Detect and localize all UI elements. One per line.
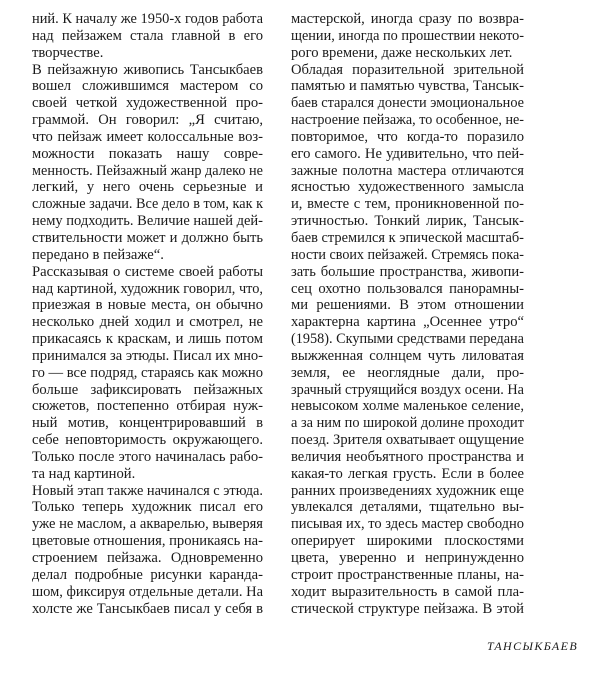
text-line: шом, фиксируя отдельные детали. На — [32, 583, 263, 600]
text-line: ности своих пейзажей. Стремясь пока- — [291, 246, 524, 263]
text-line: зажные полотна мастера отличаются — [291, 162, 524, 179]
text-line: мастерской, иногда сразу по возвра- — [291, 11, 524, 27]
text-line: уже не маслом, а акварелью, выверяя — [32, 516, 264, 533]
text-line: что пейзаж имеет колоссальные воз- — [32, 128, 263, 145]
text-line: несколько дней ходил и смотрел, не — [32, 314, 263, 331]
text-line: сюжетов, постепенно отбирая нуж- — [32, 398, 263, 415]
text-line: приезжая в новые места, он обычно — [32, 297, 263, 314]
text-line: настроение пейзажа, то особенное, не- — [291, 112, 525, 129]
left-text-column — [32, 11, 263, 617]
text-line: величия необъятного пространства и — [291, 448, 524, 465]
text-line: нему подходить. Величие нашей дей- — [32, 213, 264, 230]
text-line: творчестве. — [32, 44, 104, 61]
text-line: В пейзажную живопись Тансыкбаев — [32, 61, 263, 78]
text-line: холсте же Тансыкбаев писал у себя в — [32, 600, 263, 617]
text-line: себе неповторимость окружающего. — [32, 432, 263, 449]
text-line: Обладая поразительной зрительной — [291, 61, 524, 78]
text-line: ми решениями. В этом отношении — [291, 297, 524, 314]
text-line: строит пространственные планы, на- — [291, 566, 524, 583]
text-line: повторимое, что когда-то поразило — [291, 128, 524, 145]
text-line: над картиной, художник говорил, что, — [32, 280, 263, 297]
text-line: земля, ее неоглядные дали, про- — [291, 364, 524, 381]
text-line: выжженная солнцем чуть лиловатая — [291, 347, 524, 364]
text-line: а за ним по широкой долине проходит — [291, 415, 524, 432]
text-line: этичностью. Тонкий лирик, Тансык- — [291, 213, 524, 230]
text-line: ний. К началу же 1950-х годов работа — [32, 11, 264, 27]
text-line: своей четкой художественной про- — [32, 95, 263, 112]
text-line: вошел сложившимся мастером со — [32, 78, 263, 95]
text-line: сец охотно пользовался панорамны- — [291, 280, 524, 297]
text-line: больше зафиксировать пейзажных — [32, 381, 263, 398]
text-line: ходит выразительность в самой пла- — [291, 583, 524, 600]
text-line: поезд. Зрителя охватывает ощущение — [291, 432, 524, 449]
text-line: над пейзажем стала главной в его — [32, 27, 263, 44]
text-line: Только после этого начиналась рабо- — [32, 448, 263, 465]
text-line: памятью и памятью чувства, Тансык- — [291, 78, 524, 95]
text-line: Рассказывая о системе своей работы — [32, 263, 263, 280]
running-footer: ТАНСЫКБАЕВ — [487, 639, 579, 653]
text-line: сложные задачи. Все дело в том, как к — [32, 196, 263, 213]
text-line: ный мотив, концентрировавший в — [32, 415, 263, 432]
text-line: строением пейзажа. Одновременно — [32, 550, 263, 566]
text-line: баев старался донести эмоциональное — [291, 95, 524, 112]
text-line: зать большие пространства, живопи- — [291, 263, 524, 280]
text-line: баев стремился к эпической масштаб- — [291, 229, 524, 246]
text-line: его самого. Не удивительно, что пей- — [291, 145, 524, 162]
text-line: менность. Пейзажный жанр далеко не — [32, 162, 263, 179]
text-line: Новый этап также начинался с этюда. — [32, 482, 263, 499]
text-line: легкий, у него очень серьезные и — [32, 179, 263, 196]
text-line: щении, иногда по прошествии некото- — [291, 27, 525, 44]
text-line: граммой. Он говорил: „Я считаю, — [32, 112, 263, 129]
text-line: делал подробные рисунки каранда- — [32, 566, 263, 583]
text-line: принимался за этюды. Писал их мно- — [32, 347, 264, 364]
text-line: невысоком холме маленькое селение, — [291, 398, 524, 415]
text-line: можности показать нашу совре- — [32, 145, 263, 162]
text-line: прикасаясь к краскам, и лишь потом — [32, 331, 263, 348]
text-line: увлекался деталями, тщательно вы- — [291, 499, 524, 516]
text-line: характерна картина „Осеннее утро“ — [291, 314, 524, 331]
text-line: передано в пейзаже“. — [32, 246, 164, 263]
text-line: ствительности может и должно быть — [32, 229, 263, 246]
text-line: (1958). Скупыми средствами передана — [291, 331, 524, 348]
text-line: Только теперь художник писал его — [32, 499, 263, 516]
text-line: цветовые отношения, проникаясь на- — [32, 533, 263, 550]
text-line: зрачный струящийся воздух осени. На — [291, 381, 524, 398]
text-line: цвета, уверенно и непринужденно — [291, 550, 524, 566]
text-line: рого времени, даже нескольких лет. — [291, 44, 513, 61]
text-line: писывая их, то здесь мастер свободно — [291, 516, 525, 533]
text-line: ясностью художественного замысла — [291, 179, 524, 196]
text-line: и, вместе с тем, проникновенной по- — [291, 196, 524, 213]
text-line: оперирует широкими плоскостями — [291, 533, 524, 550]
text-line: го — все подряд, стараясь как можно — [32, 364, 264, 381]
text-line: ранних произведениях художник еще — [291, 482, 524, 499]
text-line: какая-то легкая грусть. Если в более — [291, 465, 524, 482]
text-line: та над картиной. — [32, 465, 136, 482]
right-text-column — [291, 11, 524, 617]
text-line: стической структуре пейзажа. В этой — [291, 600, 524, 617]
